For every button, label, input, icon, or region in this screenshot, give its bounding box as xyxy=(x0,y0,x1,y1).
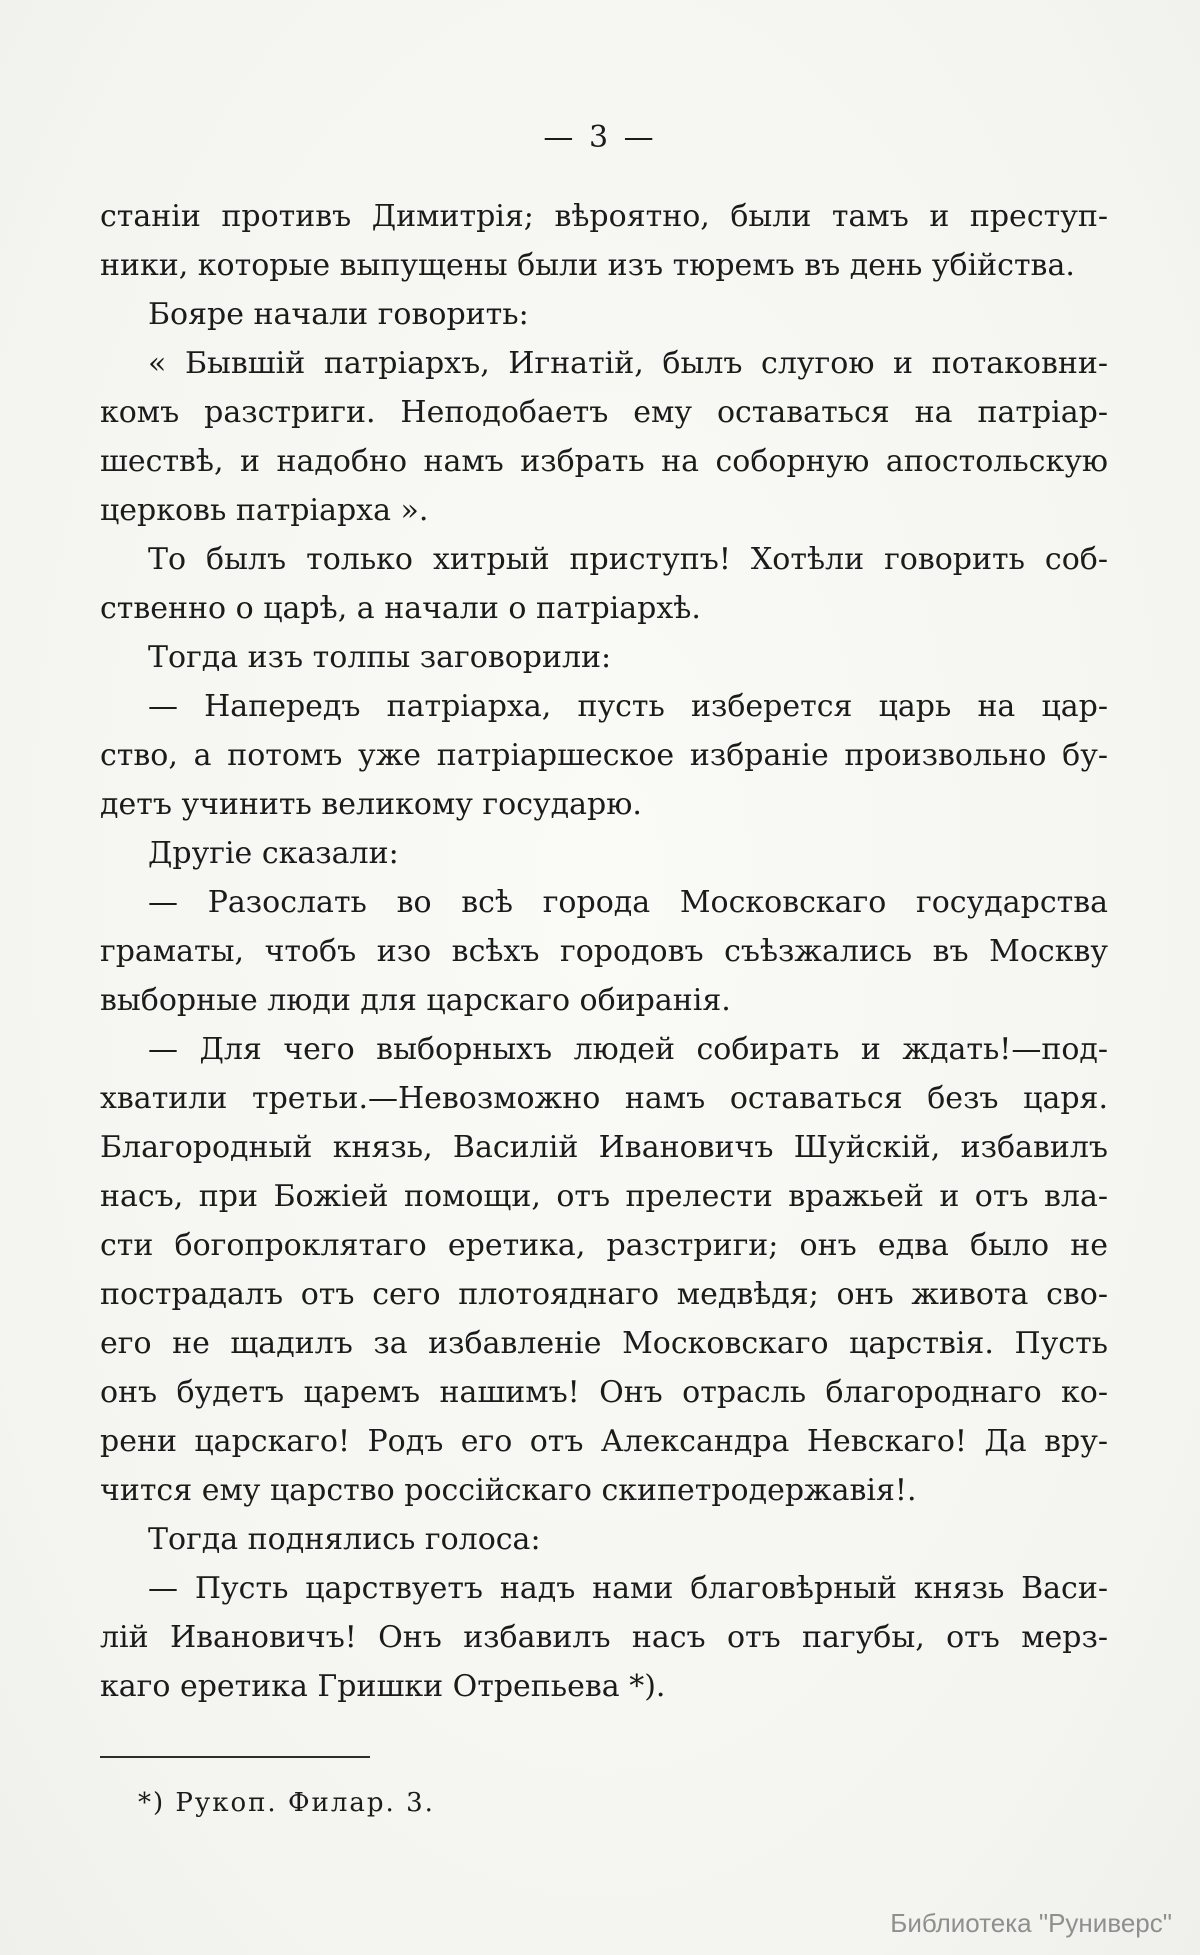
text-line: ственно о царѣ, а начали о патріархѣ. xyxy=(100,591,701,626)
text-line: станіи противъ Димитрія; вѣроятно, были тамъ и преступ- xyxy=(100,199,1108,234)
text-line: церковь патріарха ». xyxy=(100,493,429,528)
text-line: « Бывшій патріархъ, Игнатій, былъ слугою и потаковни- xyxy=(148,346,1108,381)
text-line: — Для чего выборныхъ людей собирать и ждать!—под- xyxy=(148,1032,1108,1067)
footnote-divider xyxy=(100,1756,370,1758)
text-line: пострадалъ отъ сего плотояднаго медвѣдя; онъ живота сво- xyxy=(100,1277,1108,1312)
text-line: шествѣ, и надобно намъ избрать на соборную апостольскую xyxy=(100,444,1108,479)
paragraph xyxy=(100,535,1108,633)
text-line: каго еретика Гришки Отрепьева *). xyxy=(100,1669,666,1704)
text-line: выборные люди для царскаго обиранія. xyxy=(100,983,731,1018)
paragraph xyxy=(100,290,1108,339)
paragraph xyxy=(100,829,1108,878)
text-line: Тогда изъ толпы заговорили: xyxy=(148,640,612,675)
paragraph xyxy=(100,1025,1108,1515)
paragraph xyxy=(100,633,1108,682)
text-line: Бояре начали говорить: xyxy=(148,297,529,332)
text-line: — Пусть царствуетъ надъ нами благовѣрный князь Васи- xyxy=(148,1571,1108,1606)
text-line: чится ему царство россійскаго скипетродержавія!. xyxy=(100,1473,917,1508)
page-body xyxy=(100,192,1108,1711)
text-line: онъ будетъ царемъ нашимъ! Онъ отрасль благороднаго ко- xyxy=(100,1375,1108,1410)
text-line: хватили третьи.—Невозможно намъ оставаться безъ царя. xyxy=(100,1081,1108,1116)
text-line: — Напередъ патріарха, пусть изберется царь на цар- xyxy=(148,689,1108,724)
footnote: *) Рукоп. Филар. 3. xyxy=(138,1788,435,1818)
text-line: Благородный князь, Василій Ивановичъ Шуйскій, избавилъ xyxy=(100,1130,1108,1165)
text-line: лій Ивановичъ! Онъ избавилъ насъ отъ пагубы, отъ мерз- xyxy=(100,1620,1108,1655)
text-line: комъ разстриги. Неподобаетъ ему оставаться на патріар- xyxy=(100,395,1108,430)
paragraph xyxy=(100,1515,1108,1564)
paragraph xyxy=(100,339,1108,535)
text-line: Тогда поднялись голоса: xyxy=(148,1522,541,1557)
library-watermark: Библиотека "Руниверс" xyxy=(890,1908,1172,1938)
paragraph xyxy=(100,1564,1108,1711)
text-line: ники, которые выпущены были изъ тюремъ въ день убійства. xyxy=(100,248,1075,283)
paragraph xyxy=(100,682,1108,829)
text-line: сти богопроклятаго еретика, разстриги; онъ едва было не xyxy=(100,1228,1108,1263)
text-line: его не щадилъ за избавленіе Московскаго царствія. Пусть xyxy=(100,1326,1108,1361)
text-line: граматы, чтобъ изо всѣхъ городовъ съѣзжались въ Москву xyxy=(100,934,1108,969)
text-line: Другіе сказали: xyxy=(148,836,399,871)
text-line: рени царскаго! Родъ его отъ Александра Невскаго! Да вру- xyxy=(100,1424,1108,1459)
page-number: — 3 — xyxy=(543,120,657,155)
text-line: — Разослать во всѣ города Московскаго государства xyxy=(148,885,1108,920)
text-line: То былъ только хитрый приступъ! Хотѣли говорить соб- xyxy=(148,542,1108,577)
text-line: детъ учинить великому государю. xyxy=(100,787,642,822)
text-line: насъ, при Божіей помощи, отъ прелести вражьей и отъ вла- xyxy=(100,1179,1108,1214)
paragraph xyxy=(100,878,1108,1025)
text-line: ство, а потомъ уже патріаршеское избраніе произвольно бу- xyxy=(100,738,1108,773)
paragraph xyxy=(100,192,1108,290)
